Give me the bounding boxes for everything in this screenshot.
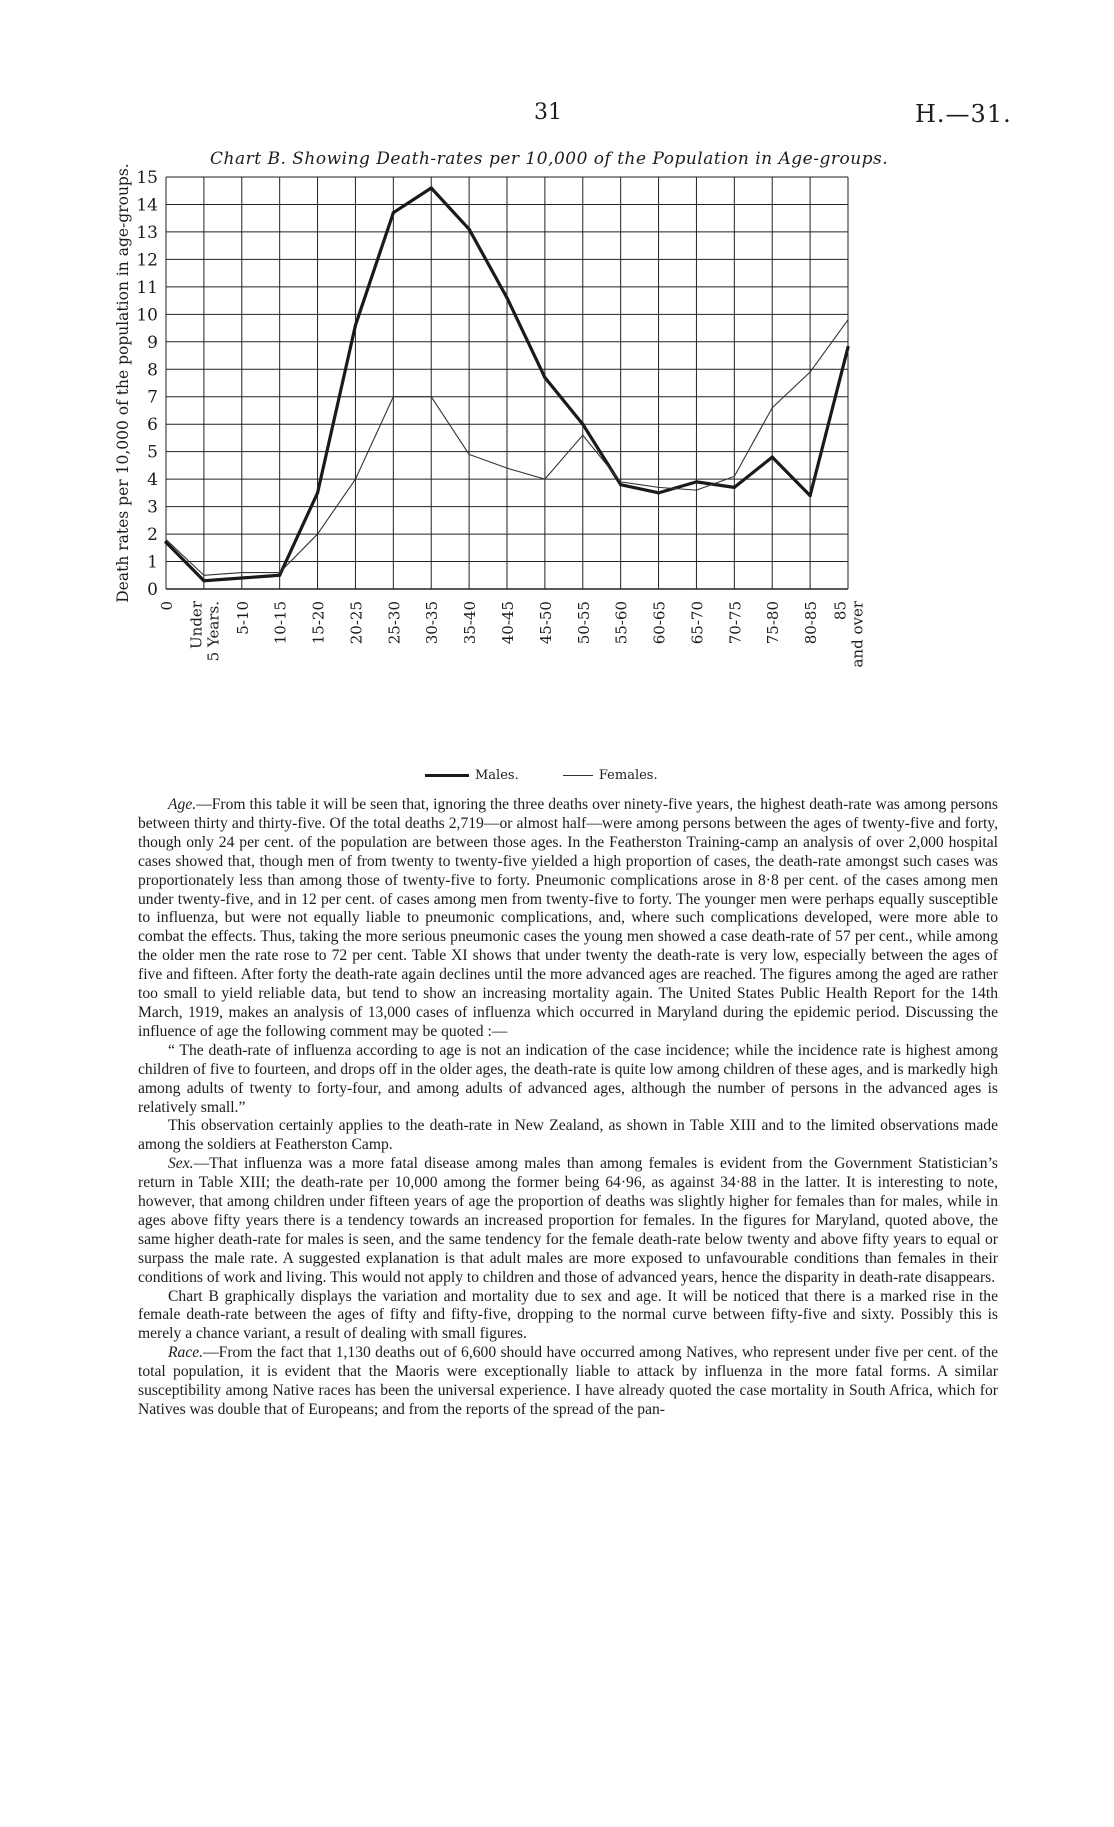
x-tick-label: 25-30 (385, 601, 404, 645)
chart-paragraph: Chart B graphically displays the variation and mortality due to sex and age. It will be noticed that there is a marked rise in the female death-rate between the ages of fifty and fifty-five, dropping to the normal curve between fifty-five and sixty. Possibly this is merely a chance variant, a result of dealing with small figures. (138, 1287, 998, 1343)
race-paragraph (138, 1344, 998, 1420)
data-point-males (505, 296, 508, 299)
legend-females-label: Females. (598, 768, 658, 783)
x-tick-label: 65-70 (688, 601, 707, 645)
data-point-females (696, 490, 697, 491)
y-tick-label: 2 (147, 525, 158, 546)
age-paragraph (138, 796, 998, 1042)
age-heading: Age. (168, 796, 197, 813)
data-point-females (658, 487, 659, 488)
report-reference: H.—31. (915, 100, 1012, 128)
data-point-males (809, 494, 812, 497)
y-tick-label: 3 (147, 497, 158, 518)
data-point-females (279, 572, 280, 573)
data-point-males (695, 480, 698, 483)
data-point-males (733, 486, 736, 489)
data-point-females (847, 319, 848, 320)
data-point-males (430, 186, 433, 189)
data-point-males (468, 228, 471, 231)
data-point-females (317, 533, 318, 534)
x-tick-label: 55-60 (612, 601, 631, 645)
age-text: —From this table it will be seen that, ignoring the three deaths over ninety-five years, the highest death-rate was among persons between thirty and thirty-five. Of the total deaths 2,719—or almost half—were among persons between the ages of twenty-five and forty, though only 24 per cent. of the population are between those ages. In the Featherston Training-camp an analysis of over 2,000 hospital cases showed that, though men of from twenty to twenty-five yielded a high proportion of cases, the death-rate amongst such cases was proportionately less than among those of twenty-five to forty. Pneumonic complications arose in 8·8 per cent. of the cases among men under twenty-five, and in 12 per cent. of cases among men from twenty-five to forty. The younger men were perhaps equally susceptible to influenza, but were not equally liable to pneumonic complications, and, where such complications developed, were more able to combat the effects. Thus, taking the more serious pneumonic cases the young men showed a case death-rate of 57 per cent., while among the older men the rate rose to 72 per cent. Table XI shows that under twenty the death-rate is very low, especially between the ages of five and fifteen. After forty the death-rate again declines until the more advanced ages are reached. The figures among the aged are rather too small to yield reliable data, but tend to show an increasing mortality again. The United States Public Health Report for the 14th March, 1919, makes an analysis of 13,000 cases of influenza which occurred in Maryland during the epidemic period. Discussing the influence of age the following comment may be quoted :— (138, 796, 998, 1040)
x-tick-label: 50-55 (574, 601, 593, 645)
x-tick-label: 40-45 (499, 601, 517, 645)
data-point-females (165, 539, 166, 540)
data-point-females (469, 454, 470, 455)
race-heading: Race. (168, 1344, 204, 1362)
x-tick-label: Under (187, 601, 206, 649)
y-tick-label: 11 (136, 277, 158, 298)
sex-text: —That influenza was a more fatal disease among males than among females is evident from the Government Statistician’s return in Table XIII; the death-rate per 10,000 among the former being 64·96, as against 34·88 in the latter. It is interesting to note, however, that among children under fifteen years of age the proportion of deaths was slightly higher for females than for males, while in ages above fifty years there is a tendency towards an increased proportion for females. In the figures for Maryland, quoted above, the same higher death-rate for males is seen, and the same tendency for the female death-rate below twenty and above fifty years to equal or surpass the male rate. A suggested explanation is that adult males are more exposed to unfavourable conditions than females in their conditions of work and living. This would not apply to children and those of advanced years, hence the disparity in death-rate disappears. (138, 1155, 998, 1286)
data-point-females (620, 481, 621, 482)
x-tick-label: 0 (158, 601, 176, 611)
sex-heading: Sex. (168, 1155, 194, 1173)
x-tick-label: 5-10 (233, 601, 252, 635)
x-tick-label: 35-40 (461, 601, 480, 645)
y-tick-label: 1 (147, 552, 158, 573)
x-tick-label: 85 (831, 601, 850, 621)
y-tick-label: 5 (147, 442, 158, 463)
legend-females (563, 768, 658, 783)
data-point-females (734, 476, 735, 477)
race-text: —From the fact that 1,130 deaths out of 6,600 should have occurred among Natives, who represent under five per cent. of the total population, it is evident that the Maoris were exceptionally liable to attack by influenza in the more fatal forms. A similar susceptibility among Native races has been the universal experience. I have already quoted the case mortality in South Africa, which for Natives was double that of Europeans; and from the reports of the spread of the pan- (138, 1344, 998, 1418)
observation-paragraph: This observation certainly applies to the death-rate in New Zealand, as shown in Table XIII and to the limited observations made among the soldiers at Featherston Camp. (138, 1117, 998, 1154)
data-point-males (581, 423, 584, 426)
data-point-males (202, 579, 205, 582)
data-point-males (278, 574, 281, 577)
data-point-males (619, 483, 622, 486)
x-tick-label: 15-20 (309, 601, 328, 645)
data-point-females (355, 479, 356, 480)
data-point-females (506, 468, 507, 469)
legend-males (425, 768, 519, 783)
data-point-males (240, 576, 243, 579)
quote-paragraph: “ The death-rate of influenza according to age is not an indication of the case incidence; while the incidence rate is highest among children of five to fourteen, and drops off in the older ages, the death-rate is quite low among children of these ages, and is markedly high among adults of twenty to forty-four, and among adults of advanced ages, although the number of persons in the advanced ages is relatively small.” (138, 1041, 998, 1116)
body-text (138, 796, 998, 1420)
chart-title: Chart B. Showing Death-rates per 10,000 of the Population in Age-groups. (210, 149, 889, 169)
death-rate-chart (114, 163, 990, 765)
x-tick-label: 30-35 (423, 601, 442, 645)
legend-males-swatch (425, 774, 469, 777)
x-tick-label: 80-85 (802, 601, 821, 645)
x-tick-label: 5 Years. (204, 601, 223, 662)
data-point-males (316, 491, 319, 494)
data-point-females (810, 371, 811, 372)
data-point-females (241, 572, 242, 573)
y-tick-label: 4 (147, 470, 158, 491)
sex-paragraph (138, 1155, 998, 1287)
x-tick-label: 20-25 (347, 601, 366, 645)
data-point-females (772, 407, 773, 408)
x-tick-label: 75-80 (764, 601, 783, 645)
data-point-males (354, 324, 357, 327)
x-tick-label: 70-75 (726, 601, 745, 645)
legend-females-swatch (563, 775, 593, 776)
x-tick-label: 10-15 (271, 601, 290, 645)
y-tick-label: 14 (136, 195, 158, 216)
data-point-females (431, 396, 432, 397)
y-tick-label: 6 (147, 415, 158, 436)
data-point-females (582, 435, 583, 436)
y-tick-label: 9 (147, 332, 158, 353)
y-tick-label: 13 (136, 222, 158, 243)
data-point-females (203, 575, 204, 576)
data-point-males (771, 456, 774, 459)
data-point-males (392, 211, 395, 214)
x-tick-label: 45-50 (536, 601, 555, 645)
chart-legend (425, 768, 698, 783)
data-point-males (657, 491, 660, 494)
y-axis-label: Death rates per 10,000 of the population in age-groups. (114, 163, 132, 603)
y-tick-label: 12 (136, 250, 158, 271)
data-point-males (543, 376, 546, 379)
y-tick-label: 10 (136, 305, 158, 326)
x-tick-label: 60-65 (650, 601, 669, 645)
y-tick-label: 7 (147, 387, 158, 408)
y-tick-label: 0 (147, 580, 158, 600)
y-tick-label: 15 (136, 168, 158, 188)
x-tick-label: and over (848, 601, 867, 668)
legend-males-label: Males. (475, 768, 519, 783)
data-point-females (393, 396, 394, 397)
page-number: 31 (534, 100, 562, 125)
data-point-males (846, 346, 849, 349)
y-tick-label: 8 (147, 360, 158, 381)
data-point-females (544, 479, 545, 480)
